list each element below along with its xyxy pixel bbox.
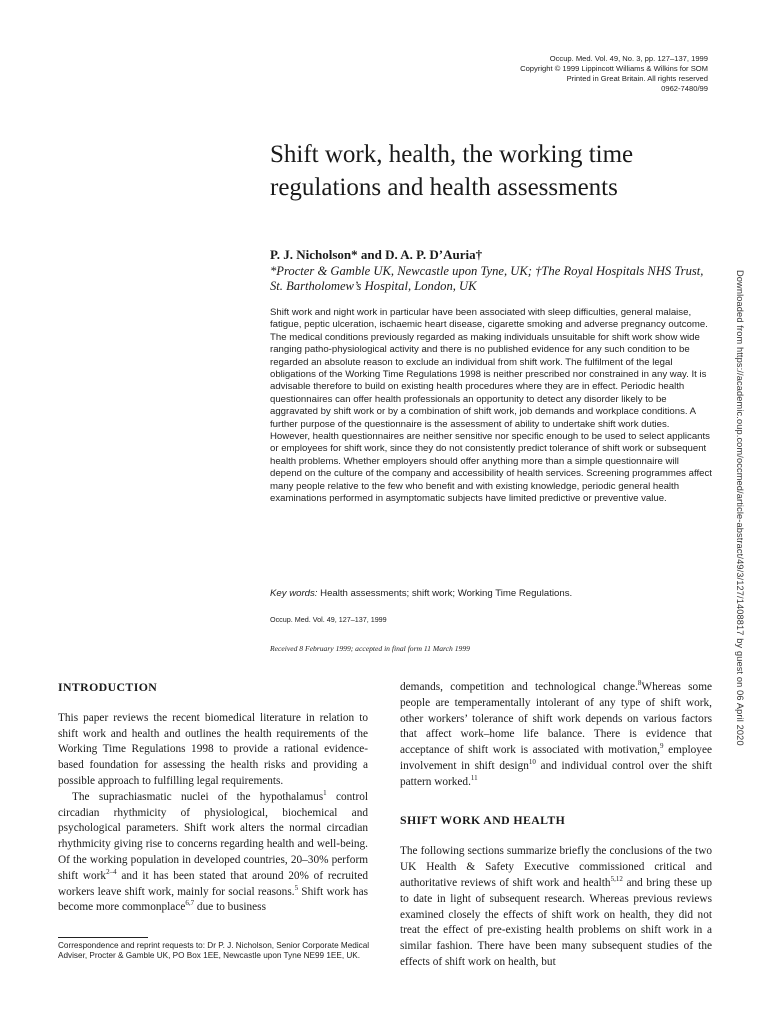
received-dates: Received 8 February 1999; accepted in final form 11 March 1999 — [270, 644, 470, 653]
journal-citation-header — [408, 54, 708, 94]
intro-paragraph-1: This paper reviews the recent biomedical literature in relation to shift work and health and outlines the health requirements of the Working Time Regulations 1998 to provide a rational evidence-based foundation for assessing the health risks and providing a possible approach to fulfilling legal requirements. — [58, 711, 368, 787]
text-run: Shift work has become more commonplace — [58, 885, 368, 914]
text-run: due to business — [194, 901, 266, 914]
keywords-label: Key words: — [270, 588, 318, 599]
footnote-rule — [58, 937, 148, 938]
author-block — [270, 247, 715, 294]
author-affiliations: *Procter & Gamble UK, Newcastle upon Tyne, UK; †The Royal Hospitals NHS Trust, St. Bartholomew’s Hospital, London, UK — [270, 264, 704, 293]
right-paragraph-1 — [400, 680, 712, 791]
author-names: P. J. Nicholson* and D. A. P. D’Auria† — [270, 247, 483, 262]
text-run: employee involvement in shift design — [400, 744, 712, 772]
reference-marker: 5,12 — [610, 875, 623, 884]
citation-short: Occup. Med. Vol. 49, 127–137, 1999 — [270, 615, 387, 624]
correspondence-footnote: Correspondence and reprint requests to: Dr P. J. Nicholson, Senior Corporate Medical Adviser, Procter & Gamble UK, PO Box 1EE, Newcastle upon Tyne NE99 1EE, UK. — [58, 941, 370, 961]
shift-work-health-heading: SHIFT WORK AND HEALTH — [400, 812, 566, 827]
reference-marker: 10 — [528, 758, 536, 767]
reference-marker: 11 — [470, 774, 478, 783]
text-run: and individual control over the shift pattern worked. — [400, 759, 713, 788]
reference-marker: 5 — [294, 883, 299, 892]
intro-paragraph-2 — [58, 790, 368, 916]
introduction-heading: INTRODUCTION — [58, 680, 158, 694]
keywords-text: Health assessments; shift work; Working Time Regulations. — [320, 588, 573, 599]
reference-marker: 8 — [637, 679, 642, 688]
issn-line: 0962-7480/99 — [661, 84, 708, 93]
keywords — [270, 588, 712, 600]
right-column — [400, 680, 712, 971]
citation-line: Occup. Med. Vol. 49, No. 3, pp. 127–137, 1999 — [549, 54, 708, 63]
text-run: control circadian rhythmicity of physiological, biochemical and psychological parameters. Shift work alters the normal circadian rhythmicity giving rise to concerns regarding health and well-being. Of the working population in developed countries, 20–30% perform shift work — [58, 790, 368, 882]
download-watermark: Downloaded from https://academic.oup.com/occmed/article-abstract/49/3/127/1408817 by guest on 06 April 2020 — [735, 270, 745, 746]
left-column — [58, 680, 368, 916]
text-run: The following sections summarize briefly the conclusions of the two UK Health & Safety Executive commissioned critical and authoritative reviews of shift work and health — [400, 845, 712, 889]
reference-marker: 1 — [323, 789, 327, 798]
text-run: demands, competition and technological change. — [400, 681, 638, 693]
reference-marker: 2–4 — [106, 868, 117, 876]
text-run: and bring these up to date in light of subsequent research. Whereas previous reviews examined closely the effects of shift work on health, they did not treat the effect of pre-existing health problems on shift work in a similar fashion. There have been many subsequent studies of the effects of shift work on health, but — [400, 876, 712, 968]
text-run: Whereas some people are temperamentally intolerant of any type of shift work, other workers’ tolerance of shift work depends on various factors that affect work–home life balance. There is evidence that acceptance of shift work is associated with motivation, — [400, 681, 713, 757]
text-run: and it has been stated that around 20% of recruited workers leave shift work, mainly for social reasons. — [58, 869, 368, 898]
text-run: The suprachiasmatic nuclei of the hypothalamus — [72, 790, 324, 803]
copyright-line: Copyright © 1999 Lippincott Williams & Wilkins for SOM — [520, 64, 708, 73]
reference-marker: 9 — [660, 742, 664, 751]
printed-line: Printed in Great Britain. All rights reserved — [566, 74, 708, 83]
abstract: Shift work and night work in particular have been associated with sleep difficulties, general malaise, fatigue, peptic ulceration, ischaemic heart disease, cigarette smoking and adverse pregnancy outcome. The medical conditions previously regarded as making individuals unsuitable for shift work show wide ranging patho-physiological activity and there is no published evidence for any such condition to be regarded an absolute reason to exclude an individual from shift work. The fulfilment of the legal obligations of the Working Time Regulations 1998 is neither prescribed nor constrained in any way. It is advisable therefore to build on existing health procedures where they are in effect. Periodic health questionnaires can offer health professionals an opportunity to detect any disorder likely to be aggravated by shift work or by a combination of shift work, job demands and workplace conditions. A further purpose of the questionnaire is the assessment of ability to undertake shift work duties. However, health questionnaires are neither sensitive nor specific enough to be used to select applicants or employees for shift work, since they do not consistently predict tolerance of shift work or subsequent health problems. Whether employers should offer anything more than a simple questionnaire will depend on the culture of the company and accessibility of health services. Screening programmes affect many people relative to the few who benefit and with existing knowledge, periodic general health examinations performed in asymptomatic subjects have limited predictive or preventive value. — [270, 307, 712, 505]
right-paragraph-2 — [400, 844, 712, 970]
reference-marker: 6,7 — [185, 899, 195, 908]
article-title: Shift work, health, the working time regulations and health assessments — [270, 141, 634, 201]
